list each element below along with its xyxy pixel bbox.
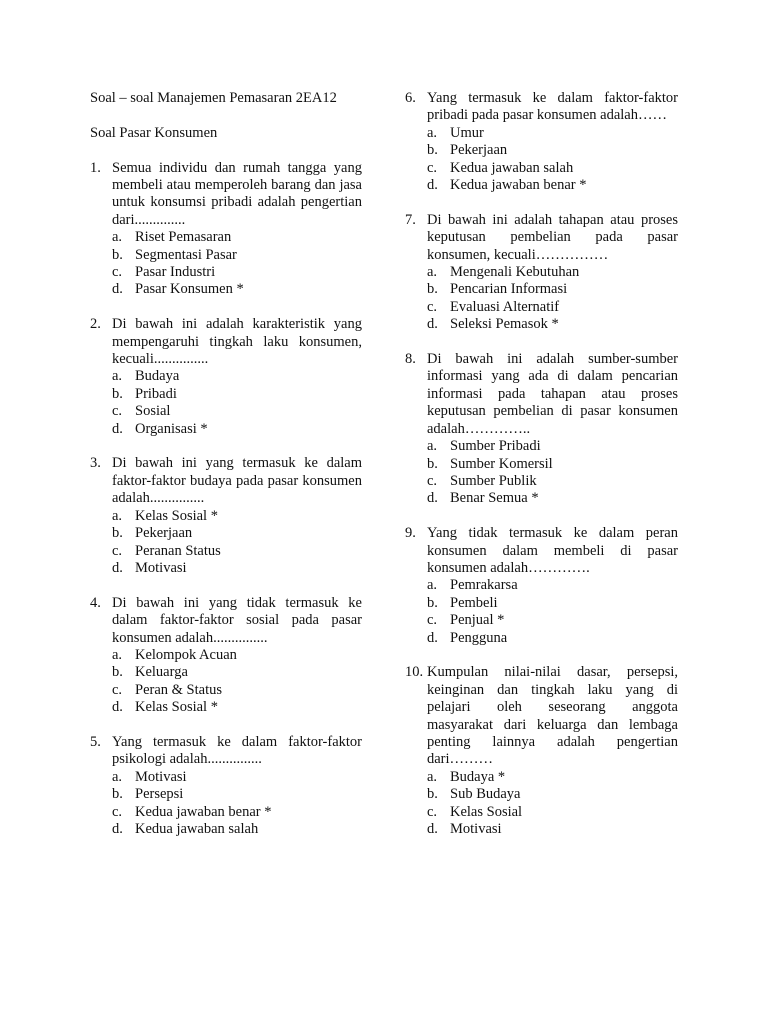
question-stem	[90, 455, 362, 507]
question-stem	[90, 595, 362, 647]
option-text: Kelas Sosial *	[135, 507, 218, 524]
answer-option	[90, 543, 362, 560]
option-text: Motivasi	[135, 559, 187, 576]
question-stem	[405, 90, 678, 125]
option-text: Riset Pemasaran	[135, 229, 232, 246]
question-item	[90, 160, 362, 299]
option-letter: c.	[112, 264, 123, 281]
option-letter: a.	[427, 438, 438, 455]
option-text: Sumber Publik	[450, 472, 537, 489]
option-letter: a.	[112, 229, 123, 246]
answer-option	[405, 595, 678, 612]
question-text: Di bawah ini adalah sumber-sumber informasi yang ada di dalam pencarian informasi pada tahapan atau proses keputusan pembelian di pasar konsumen adalah…………..	[427, 351, 678, 437]
option-text: Peranan Status	[135, 542, 221, 559]
option-letter: a.	[112, 368, 123, 385]
question-list-right	[405, 90, 678, 838]
question-number: 9.	[405, 525, 416, 542]
answer-option	[90, 699, 362, 716]
question-number: 7.	[405, 211, 416, 228]
option-text: Kedua jawaban salah	[450, 159, 574, 176]
option-letter: c.	[112, 681, 123, 698]
question-item	[405, 351, 678, 508]
option-letter: c.	[112, 803, 123, 820]
option-letter: b.	[112, 664, 123, 681]
answer-option	[90, 821, 362, 838]
option-letter: c.	[427, 159, 438, 176]
question-text: Kumpulan nilai-nilai dasar, persepsi, keinginan dan tingkah laku yang di pelajari oleh seseorang anggota masyarakat dari keluarga dan lembaga penting lainnya adalah pengertian dari………	[427, 664, 678, 768]
option-text: Persepsi	[135, 786, 184, 803]
right-column	[405, 90, 678, 856]
option-text: Motivasi	[135, 768, 187, 785]
document-title: Soal – soal Manajemen Pemasaran 2EA12	[90, 90, 337, 106]
question-number: 8.	[405, 351, 416, 368]
question-number: 6.	[405, 90, 416, 106]
option-text: Evaluasi Alternatif	[450, 298, 560, 315]
option-letter: b.	[112, 246, 123, 263]
answer-option	[90, 647, 362, 664]
question-item	[405, 212, 678, 334]
question-text: Di bawah ini yang termasuk ke dalam faktor-faktor budaya pada pasar konsumen adalah...............	[112, 455, 362, 507]
answer-option	[405, 264, 678, 281]
option-letter: d.	[112, 420, 123, 437]
question-item	[405, 525, 678, 647]
question-item	[90, 595, 362, 717]
answer-option	[405, 612, 678, 629]
option-text: Budaya	[135, 368, 180, 385]
question-number: 5.	[90, 733, 101, 750]
option-letter: a.	[112, 768, 123, 785]
section-title: Soal Pasar Konsumen	[90, 124, 218, 141]
option-text: Organisasi *	[135, 420, 208, 437]
option-letter: d.	[427, 821, 438, 837]
answer-option	[90, 786, 362, 803]
question-item	[90, 316, 362, 438]
option-text: Kelas Sosial *	[135, 699, 218, 716]
answer-option	[405, 473, 678, 490]
option-text: Sumber Komersil	[450, 455, 553, 472]
answer-option	[90, 664, 362, 681]
option-text: Kedua jawaban benar *	[450, 177, 587, 194]
option-text: Sumber Pribadi	[450, 438, 541, 455]
option-text: Pasar Konsumen *	[135, 281, 244, 298]
option-letter: d.	[427, 490, 438, 507]
answer-option	[405, 804, 678, 821]
option-letter: d.	[112, 559, 123, 576]
option-letter: b.	[112, 525, 123, 542]
option-letter: b.	[112, 786, 123, 803]
answer-option	[90, 508, 362, 525]
answer-option	[90, 403, 362, 420]
option-letter: a.	[427, 124, 438, 141]
question-item	[90, 734, 362, 838]
answer-option	[90, 247, 362, 264]
option-letter: d.	[427, 629, 438, 646]
option-letter: a.	[427, 577, 438, 594]
option-letter: c.	[112, 403, 123, 420]
option-text: Pasar Industri	[135, 264, 216, 281]
answer-option	[405, 630, 678, 647]
question-text: Di bawah ini adalah tahapan atau proses keputusan pembelian pada pasar konsumen, kecuali……………	[427, 211, 678, 263]
option-text: Segmentasi Pasar	[135, 246, 237, 263]
answer-option	[405, 490, 678, 507]
option-letter: d.	[112, 281, 123, 298]
question-text: Di bawah ini yang tidak termasuk ke dalam faktor-faktor sosial pada pasar konsumen adalah...............	[112, 594, 362, 646]
option-text: Kedua jawaban benar *	[135, 803, 272, 820]
question-text: Yang termasuk ke dalam faktor-faktor psikologi adalah...............	[112, 733, 362, 768]
option-text: Umur	[450, 124, 484, 141]
answer-option	[90, 229, 362, 246]
option-text: Pekerjaan	[135, 525, 193, 542]
option-text: Sub Budaya	[450, 786, 521, 803]
option-letter: b.	[427, 594, 438, 611]
question-stem	[90, 160, 362, 230]
option-text: Mengenali Kebutuhan	[450, 264, 580, 281]
question-text: Yang termasuk ke dalam faktor-faktor pribadi pada pasar konsumen adalah……	[427, 90, 678, 124]
option-text: Motivasi	[450, 821, 502, 837]
question-stem	[90, 316, 362, 368]
option-letter: c.	[427, 612, 438, 629]
question-text: Semua individu dan rumah tangga yang membeli atau memperoleh barang dan jasa untuk konsumsi pribadi adalah pengertian dari..............	[112, 159, 362, 228]
answer-option	[90, 386, 362, 403]
answer-option	[90, 264, 362, 281]
question-text: Yang tidak termasuk ke dalam peran konsumen dalam membeli di pasar konsumen adalah………….	[427, 525, 678, 576]
answer-option	[405, 438, 678, 455]
option-text: Pembeli	[450, 594, 498, 611]
question-number: 4.	[90, 594, 101, 611]
question-stem	[405, 525, 678, 577]
option-text: Sosial	[135, 403, 171, 420]
answer-option	[405, 821, 678, 838]
answer-option	[405, 456, 678, 473]
answer-option	[405, 125, 678, 142]
option-letter: b.	[427, 281, 438, 298]
answer-option	[90, 560, 362, 577]
option-text: Penjual *	[450, 612, 505, 629]
option-letter: c.	[427, 298, 438, 315]
option-text: Kedua jawaban salah	[135, 820, 259, 837]
option-letter: d.	[112, 699, 123, 716]
option-letter: a.	[112, 646, 123, 663]
left-column	[90, 90, 362, 856]
option-text: Pengguna	[450, 629, 508, 646]
answer-option	[90, 368, 362, 385]
answer-option	[90, 281, 362, 298]
question-stem	[405, 664, 678, 768]
question-item	[90, 455, 362, 577]
answer-option	[405, 769, 678, 786]
question-number: 1.	[90, 159, 101, 176]
answer-option	[405, 786, 678, 803]
option-text: Budaya *	[450, 768, 506, 785]
option-letter: c.	[427, 803, 438, 820]
option-text: Kelas Sosial	[450, 803, 523, 820]
question-text: Di bawah ini adalah karakteristik yang mempengaruhi tingkah laku konsumen, kecuali...............	[112, 316, 362, 368]
option-letter: c.	[112, 542, 123, 559]
option-text: Pribadi	[135, 385, 177, 402]
option-letter: d.	[427, 316, 438, 333]
answer-option	[90, 682, 362, 699]
answer-option	[405, 142, 678, 159]
question-number: 3.	[90, 455, 101, 472]
question-number: 2.	[90, 316, 101, 333]
option-text: Kelompok Acuan	[135, 646, 237, 663]
option-letter: d.	[112, 820, 123, 837]
option-text: Peran & Status	[135, 681, 222, 698]
option-text: Seleksi Pemasok *	[450, 316, 559, 333]
question-item	[405, 664, 678, 838]
question-item	[405, 90, 678, 194]
answer-option	[90, 804, 362, 821]
option-letter: b.	[427, 455, 438, 472]
option-letter: c.	[427, 472, 438, 489]
question-number: 10.	[405, 664, 424, 681]
option-letter: d.	[427, 177, 438, 194]
answer-option	[405, 177, 678, 194]
question-list-left	[90, 160, 362, 839]
option-letter: b.	[112, 385, 123, 402]
question-stem	[405, 351, 678, 438]
answer-option	[90, 525, 362, 542]
option-letter: b.	[427, 786, 438, 803]
answer-option	[90, 421, 362, 438]
question-stem	[90, 734, 362, 769]
answer-option	[90, 769, 362, 786]
option-letter: a.	[112, 507, 123, 524]
question-stem	[405, 212, 678, 264]
answer-option	[405, 316, 678, 333]
answer-option	[405, 299, 678, 316]
option-text: Benar Semua *	[450, 490, 539, 507]
answer-option	[405, 160, 678, 177]
option-text: Keluarga	[135, 664, 188, 681]
answer-option	[405, 577, 678, 594]
answer-option	[405, 281, 678, 298]
option-letter: b.	[427, 142, 438, 159]
option-letter: a.	[427, 264, 438, 281]
option-text: Pemrakarsa	[450, 577, 518, 594]
option-text: Pekerjaan	[450, 142, 508, 159]
option-letter: a.	[427, 768, 438, 785]
option-text: Pencarian Informasi	[450, 281, 568, 298]
